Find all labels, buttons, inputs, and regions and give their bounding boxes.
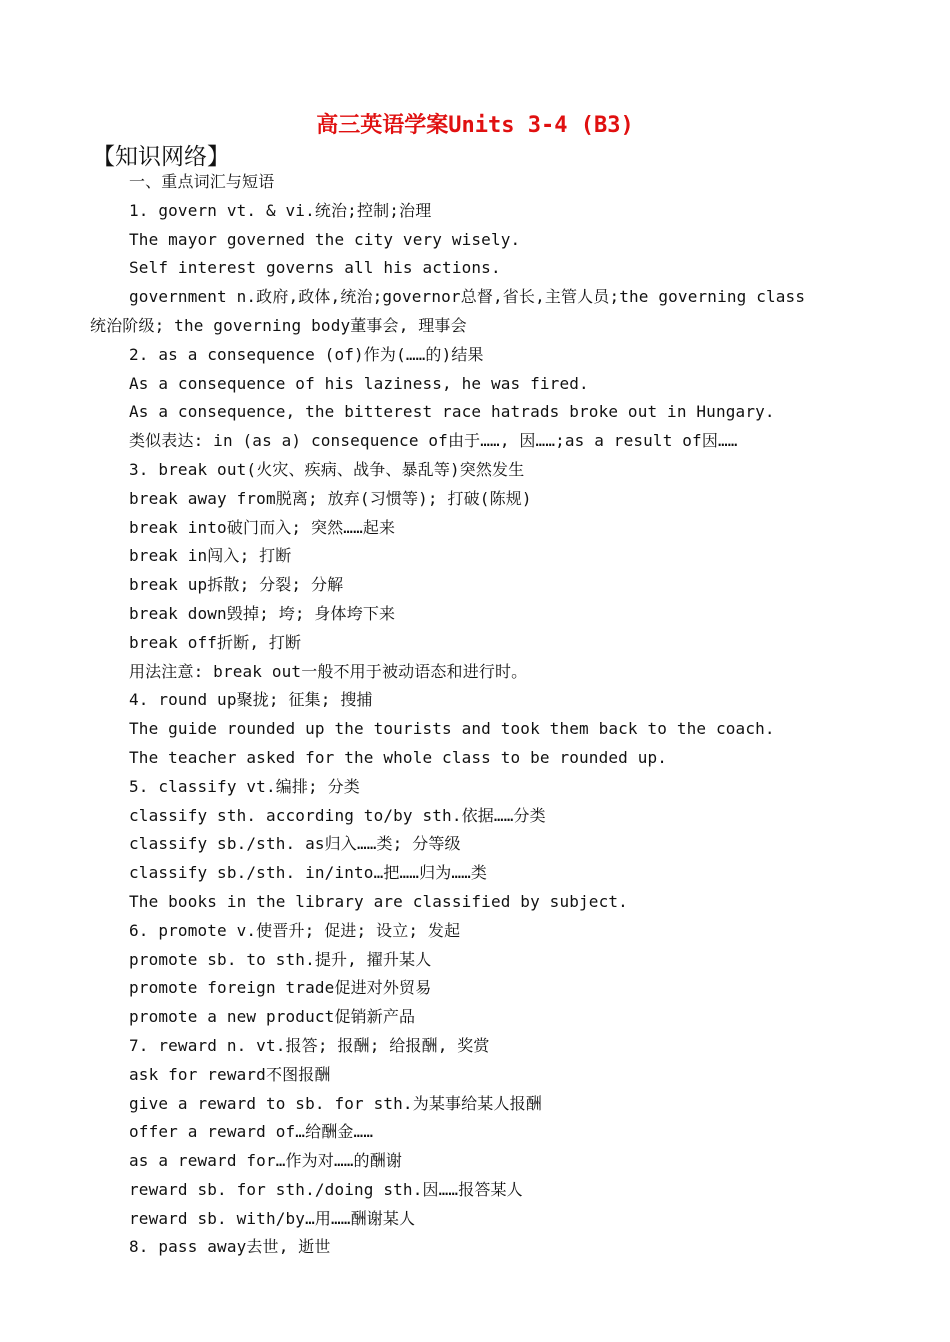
text-line: give a reward to sb. for sth.为某事给某人报酬 bbox=[129, 1093, 542, 1113]
text-line: classify sth. according to/by sth.依据……分类 bbox=[129, 805, 546, 825]
text-line: 6. promote v.使晋升; 促进; 设立; 发起 bbox=[129, 920, 461, 940]
text-line: promote a new product促销新产品 bbox=[129, 1007, 416, 1027]
text-line: break away from脱离; 放弃(习惯等); 打破(陈规) bbox=[129, 488, 532, 508]
text-line: 3. break out(火灾、疾病、战争、暴乱等)突然发生 bbox=[129, 459, 525, 479]
text-line: promote sb. to sth.提升, 擢升某人 bbox=[129, 949, 432, 969]
text-line: reward sb. for sth./doing sth.因……报答某人 bbox=[129, 1179, 523, 1199]
text-line: classify sb./sth. in/into…把……归为……类 bbox=[129, 863, 488, 883]
text-line: 5. classify vt.编排; 分类 bbox=[129, 776, 360, 796]
text-line: As a consequence of his laziness, he was fired. bbox=[129, 373, 589, 393]
text-line: offer a reward of…给酬金…… bbox=[129, 1122, 374, 1142]
text-line: as a reward for…作为对……的酬谢 bbox=[129, 1151, 402, 1171]
text-line: break into破门而入; 突然……起来 bbox=[129, 517, 396, 537]
content-lines bbox=[0, 168, 950, 1262]
text-line: break down毁掉; 垮; 身体垮下来 bbox=[129, 603, 396, 623]
text-line: 1. govern vt. & vi.统治;控制;治理 bbox=[129, 200, 432, 220]
text-line: The mayor governed the city very wisely. bbox=[129, 229, 521, 249]
text-line: promote foreign trade促进对外贸易 bbox=[129, 978, 432, 998]
text-line: break up拆散; 分裂; 分解 bbox=[129, 575, 344, 595]
text-line: 一、重点词汇与短语 bbox=[129, 172, 275, 191]
text-line: The guide rounded up the tourists and took them back to the coach. bbox=[129, 719, 775, 739]
text-line: 用法注意: break out一般不用于被动语态和进行时。 bbox=[129, 661, 528, 681]
text-line: The books in the library are classified by subject. bbox=[129, 891, 628, 911]
page-title: 高三英语学案Units 3-4 (B3) bbox=[316, 113, 634, 138]
text-line: 4. round up聚拢; 征集; 搜捕 bbox=[129, 690, 373, 710]
text-line: 2. as a consequence (of)作为(……的)结果 bbox=[129, 344, 484, 364]
text-line: government n.政府,政体,统治;governor总督,省长,主管人员;the governing class bbox=[129, 287, 806, 307]
text-line: ask for reward不图报酬 bbox=[129, 1064, 331, 1084]
text-line: break off折断, 打断 bbox=[129, 632, 302, 652]
section-heading: 【知识网络】 bbox=[92, 144, 230, 170]
text-line: classify sb./sth. as归入……类; 分等级 bbox=[129, 834, 461, 854]
text-line: 类似表达: in (as a) consequence of由于……, 因……;as a result of因…… bbox=[129, 431, 738, 451]
text-line: reward sb. with/by…用……酬谢某人 bbox=[129, 1208, 416, 1228]
text-line: break in闯入; 打断 bbox=[129, 546, 292, 566]
text-line: 8. pass away去世, 逝世 bbox=[129, 1237, 331, 1257]
text-line: As a consequence, the bitterest race hatrads broke out in Hungary. bbox=[129, 402, 775, 422]
text-line: The teacher asked for the whole class to be rounded up. bbox=[129, 747, 668, 767]
text-line: 7. reward n. vt.报答; 报酬; 给报酬, 奖赏 bbox=[129, 1035, 490, 1055]
text-line: Self interest governs all his actions. bbox=[129, 258, 501, 278]
text-line: 统治阶级; the governing body董事会, 理事会 bbox=[90, 315, 467, 335]
